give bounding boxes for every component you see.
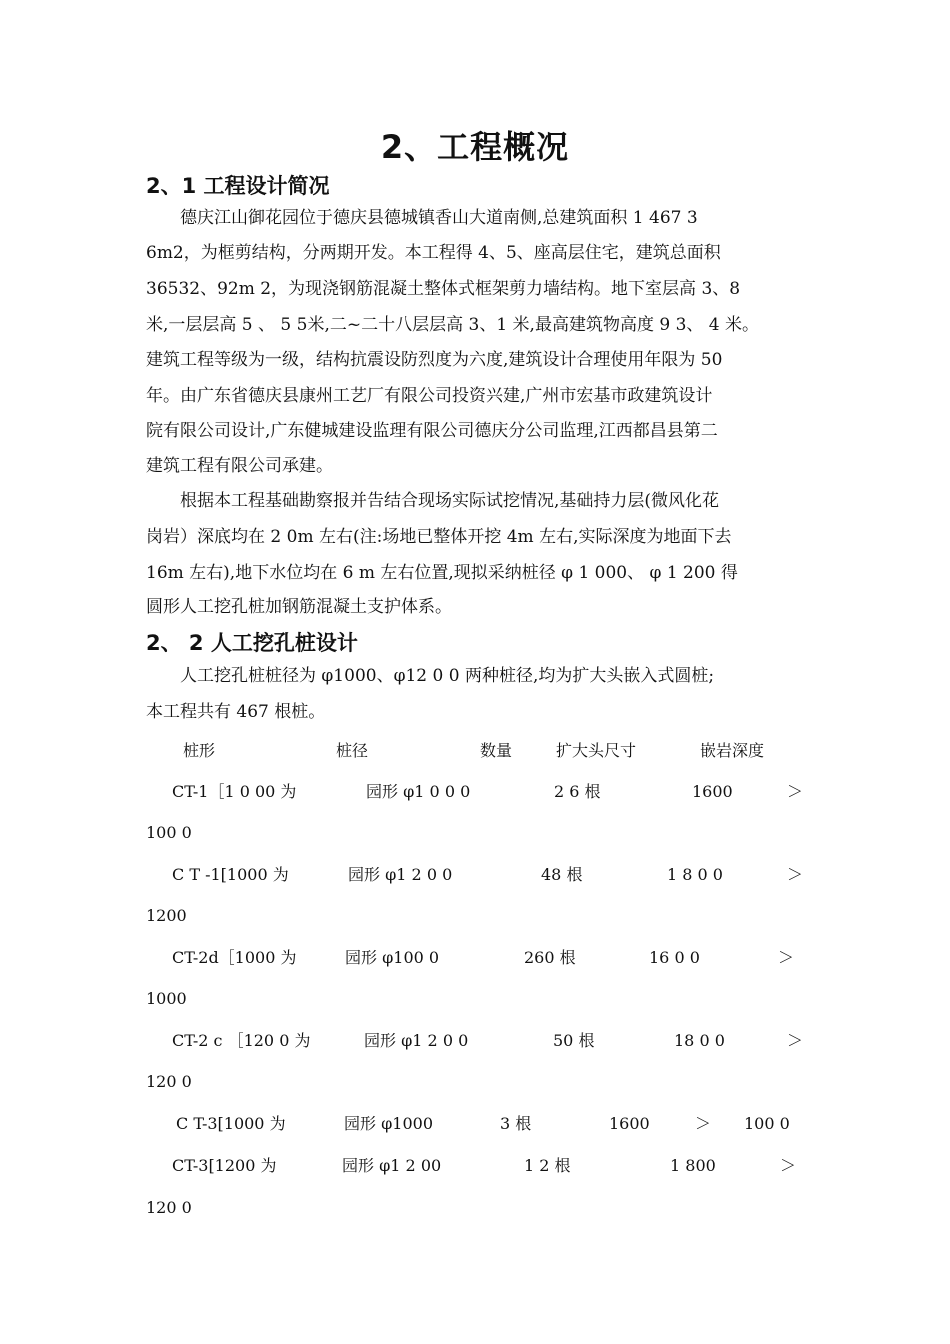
table-cell-rock-depth: 1000 xyxy=(146,989,187,1008)
table-cell-comparator: ＞ xyxy=(787,1031,804,1050)
table-cell-comparator: ＞ xyxy=(780,1156,797,1175)
table-cell-pile-type: C T-3[1000 为 xyxy=(176,1114,286,1133)
paragraph-line: 人工挖孔桩桩径为 φ1000、φ12 0 0 两种桩径,均为扩大头嵌入式圆桩; xyxy=(180,666,715,686)
section-heading-design-summary: 2、1 工程设计简况 xyxy=(146,174,330,198)
paragraph-line: 圆形人工挖孔桩加钢筋混凝土支护体系。 xyxy=(146,597,452,617)
table-header-pile-type: 桩形 xyxy=(183,741,216,760)
table-cell-pile-type: CT-3[1200 为 xyxy=(172,1156,277,1175)
table-header-rock-depth: 嵌岩深度 xyxy=(700,741,765,760)
table-cell-rock-depth: 120 0 xyxy=(146,1072,192,1091)
table-cell-bell-size: 1600 xyxy=(609,1114,650,1133)
table-cell-diameter: 园形 φ1 2 00 xyxy=(342,1156,442,1175)
table-cell-diameter: 园形 φ1 0 0 0 xyxy=(366,782,471,801)
table-cell-rock-depth: 120 0 xyxy=(146,1198,192,1217)
table-cell-bell-size: 16 0 0 xyxy=(649,948,700,967)
table-header-quantity: 数量 xyxy=(480,741,513,760)
table-cell-diameter: 园形 φ1000 xyxy=(344,1114,434,1133)
table-header-diameter: 桩径 xyxy=(336,741,369,760)
table-cell-bell-size: 1600 xyxy=(692,782,733,801)
table-cell-bell-size: 1 8 0 0 xyxy=(667,865,723,884)
paragraph-line: 建筑工程等级为一级，结构抗震设防烈度为六度,建筑设计合理使用年限为 50 xyxy=(146,350,723,370)
table-cell-diameter: 园形 φ1 2 0 0 xyxy=(348,865,453,884)
table-cell-comparator: ＞ xyxy=(778,948,795,967)
table-cell-comparator: ＞ xyxy=(787,865,804,884)
table-cell-diameter: 园形 φ100 0 xyxy=(345,948,440,967)
table-cell-quantity: 50 根 xyxy=(553,1031,595,1050)
table-cell-bell-size: 18 0 0 xyxy=(674,1031,725,1050)
table-header-bell-size: 扩大头尺寸 xyxy=(556,741,637,760)
paragraph-line: 德庆江山御花园位于德庆县德城镇香山大道南侧,总建筑面积 1 467 3 xyxy=(180,208,698,228)
paragraph-line: 院有限公司设计,广东健城建设监理有限公司德庆分公司监理,江西都昌县第二 xyxy=(146,421,718,441)
paragraph-line: 16m 左右),地下水位均在 6 m 左右位置,现拟采纳桩径 φ 1 000、 φ 1 200 得 xyxy=(146,563,738,583)
table-cell-pile-type: CT-2d［1000 为 xyxy=(172,948,297,967)
table-cell-quantity: 260 根 xyxy=(524,948,576,967)
table-cell-pile-type: CT-2 c ［120 0 为 xyxy=(172,1031,311,1050)
page-title: 2、工程概况 xyxy=(380,128,570,166)
table-cell-quantity: 48 根 xyxy=(541,865,583,884)
table-cell-pile-type: C T -1[1000 为 xyxy=(172,865,289,884)
table-cell-rock-depth: 100 0 xyxy=(744,1114,790,1133)
paragraph-line: 根据本工程基础勘察报并告结合现场实际试挖情况,基础持力层(微风化花 xyxy=(180,491,720,511)
table-cell-quantity: 1 2 根 xyxy=(524,1156,571,1175)
paragraph-line: 36532、92m 2，为现浇钢筋混凝土整体式框架剪力墙结构。地下室层高 3、8 xyxy=(146,279,741,299)
table-cell-comparator: ＞ xyxy=(695,1114,712,1133)
table-cell-quantity: 2 6 根 xyxy=(554,782,601,801)
paragraph-line: 年。由广东省德庆县康州工艺厂有限公司投资兴建,广州市宏基市政建筑设计 xyxy=(146,386,713,406)
paragraph-line: 岗岩）深底均在 2 0m 左右(注:场地已整体开挖 4m 左右,实际深度为地面下去 xyxy=(146,527,732,547)
table-cell-rock-depth: 1200 xyxy=(146,906,187,925)
table-cell-comparator: ＞ xyxy=(787,782,804,801)
paragraph-line: 米,一层层高 5 、 5 5米,二~二十八层层高 3、1 米,最高建筑物高度 9 3、 4 米。 xyxy=(146,315,760,335)
paragraph-line: 建筑工程有限公司承建。 xyxy=(146,456,333,476)
table-cell-rock-depth: 100 0 xyxy=(146,823,192,842)
table-cell-quantity: 3 根 xyxy=(500,1114,532,1133)
paragraph-line: 6m2，为框剪结构，分两期开发。本工程得 4、5、座高层住宅，建筑总面积 xyxy=(146,243,721,263)
table-cell-bell-size: 1 800 xyxy=(670,1156,716,1175)
table-cell-pile-type: CT-1［1 0 00 为 xyxy=(172,782,297,801)
table-cell-diameter: 园形 φ1 2 0 0 xyxy=(364,1031,469,1050)
section-heading-pile-design: 2、 2 人工挖孔桩设计 xyxy=(146,631,358,655)
paragraph-line: 本工程共有 467 根桩。 xyxy=(146,702,326,722)
